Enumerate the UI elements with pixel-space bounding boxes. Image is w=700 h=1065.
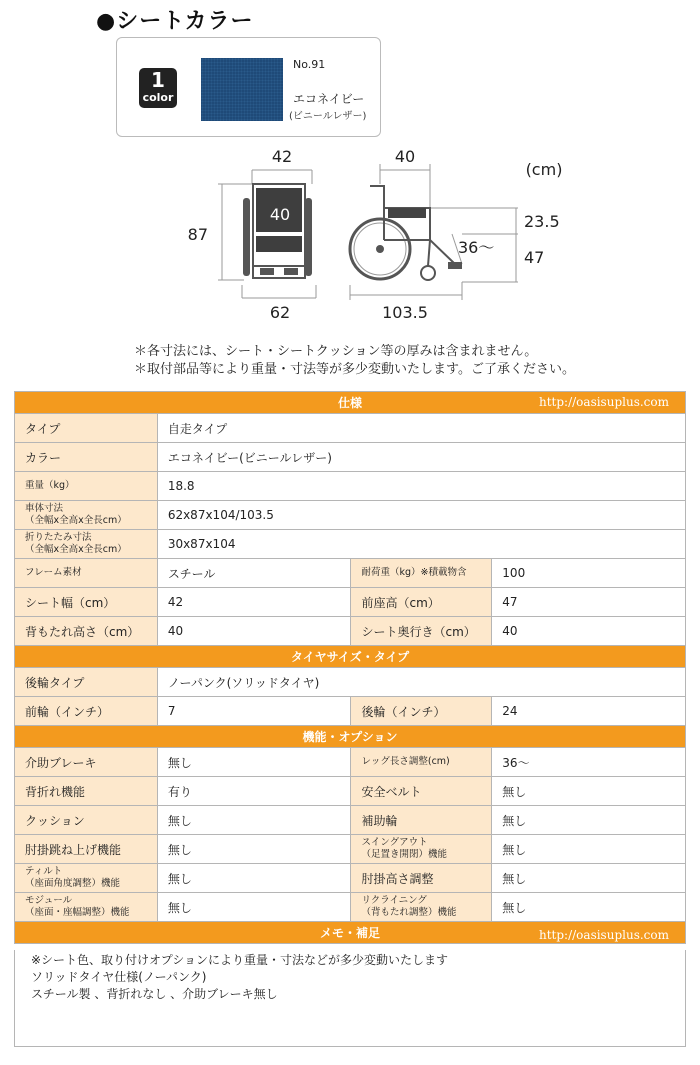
rear-type-value: ノーパンク(ソリッドタイヤ) bbox=[157, 668, 685, 697]
seat-depth-label: シート奥行き（cm） bbox=[351, 617, 492, 646]
seat-width-value: 42 bbox=[157, 588, 351, 617]
dim-side-seat-height: 47 bbox=[524, 248, 545, 267]
type-value: 自走タイプ bbox=[157, 414, 685, 443]
reclining-label: リクライニング （背もたれ調整）機能 bbox=[351, 893, 492, 922]
memo-header-row bbox=[15, 922, 686, 944]
seat-color-title: ●シートカラー bbox=[96, 9, 254, 34]
memo-line: スチール製 、背折れなし 、介助ブレーキ無し bbox=[31, 987, 278, 1001]
tilt-value: 無し bbox=[157, 864, 351, 893]
front-view-wheelchair-icon bbox=[243, 184, 312, 278]
table-row bbox=[15, 697, 686, 726]
load-label: 耐荷重（kg）※積載物含 bbox=[351, 559, 492, 588]
weight-label: 重量（kg） bbox=[15, 472, 158, 501]
armrest-flip-label: 肘掛跳ね上げ機能 bbox=[15, 835, 158, 864]
modular-value: 無し bbox=[157, 893, 351, 922]
spec-header: 仕様 http://oasisuplus.com bbox=[15, 392, 686, 414]
back-height-label: 背もたれ高さ（cm） bbox=[15, 617, 158, 646]
rear-type-label: 後輪タイプ bbox=[15, 668, 158, 697]
front-wheel-label: 前輪（インチ） bbox=[15, 697, 158, 726]
note-variation: ＊取付部品等により重量・寸法等が多少変動いたします。ご了承ください。 bbox=[134, 362, 575, 377]
load-value: 100 bbox=[492, 559, 686, 588]
spec-header-url: http://oasisuplus.com bbox=[539, 395, 669, 409]
spec-table bbox=[14, 391, 686, 944]
swing-out-label: スイングアウト （足置き開閉）機能 bbox=[351, 835, 492, 864]
tilt-label: ティルト （座面角度調整）機能 bbox=[15, 864, 158, 893]
back-height-value: 40 bbox=[157, 617, 351, 646]
note-thickness: ＊各寸法には、シート・シートクッション等の厚みは含まれません。 bbox=[134, 344, 538, 359]
table-row bbox=[15, 414, 686, 443]
tire-header-row bbox=[15, 646, 686, 668]
features-header: 機能・オプション bbox=[15, 726, 686, 748]
front-seat-height-label: 前座高（cm） bbox=[351, 588, 492, 617]
spec-header-row bbox=[15, 392, 686, 414]
dim-side-depth-top: 40 bbox=[394, 147, 416, 166]
table-row bbox=[15, 748, 686, 777]
cushion-label: クッション bbox=[15, 806, 158, 835]
cushion-value: 無し bbox=[157, 806, 351, 835]
armrest-height-label: 肘掛高さ調整 bbox=[351, 864, 492, 893]
color-count-label: color bbox=[142, 91, 174, 104]
leg-length-label: レッグ長さ調整(cm) bbox=[351, 748, 492, 777]
body-size-value: 62x87x104/103.5 bbox=[157, 501, 685, 530]
dim-front-height: 87 bbox=[187, 225, 208, 244]
front-wheel-value: 7 bbox=[157, 697, 351, 726]
dim-front-width-top: 42 bbox=[271, 147, 293, 166]
rear-wheel-value: 24 bbox=[492, 697, 686, 726]
table-row bbox=[15, 806, 686, 835]
dimension-diagram bbox=[0, 140, 700, 330]
seat-width-label: シート幅（cm） bbox=[15, 588, 158, 617]
safety-belt-label: 安全ベルト bbox=[351, 777, 492, 806]
memo-content bbox=[14, 950, 686, 1047]
weight-value: 18.8 bbox=[157, 472, 685, 501]
table-row bbox=[15, 777, 686, 806]
frame-label: フレーム素材 bbox=[15, 559, 158, 588]
dim-side-length: 103.5 bbox=[382, 303, 428, 322]
table-row bbox=[15, 668, 686, 697]
table-row bbox=[15, 835, 686, 864]
aux-wheel-label: 補助輪 bbox=[351, 806, 492, 835]
dim-front-width-bottom: 62 bbox=[269, 303, 291, 322]
modular-label: モジュール （座面・座幅調整）機能 bbox=[15, 893, 158, 922]
color-count-number: 1 bbox=[151, 68, 165, 92]
tire-header: タイヤサイズ・タイプ bbox=[15, 646, 686, 668]
color-name: エコネイビー bbox=[293, 92, 365, 106]
folded-size-value: 30x87x104 bbox=[157, 530, 685, 559]
table-row bbox=[15, 864, 686, 893]
memo-header: メモ・補足 http://oasisuplus.com bbox=[15, 922, 686, 944]
color-value: エコネイビー(ビニールレザー) bbox=[157, 443, 685, 472]
table-row bbox=[15, 501, 686, 530]
seat-depth-value: 40 bbox=[492, 617, 686, 646]
dim-unit: (cm) bbox=[525, 160, 563, 179]
dim-side-back: 23.5 bbox=[524, 212, 560, 231]
table-row bbox=[15, 617, 686, 646]
table-row bbox=[15, 530, 686, 559]
dim-side-leg: 36〜 bbox=[458, 238, 495, 257]
memo-line: ※シート色、取り付けオプションにより重量・寸法などが多少変動いたします bbox=[31, 953, 448, 967]
color-material: (ビニールレザー) bbox=[289, 111, 367, 122]
table-row bbox=[15, 893, 686, 922]
armrest-flip-value: 無し bbox=[157, 835, 351, 864]
rear-wheel-label: 後輪（インチ） bbox=[351, 697, 492, 726]
safety-belt-value: 無し bbox=[492, 777, 686, 806]
fold-back-label: 背折れ機能 bbox=[15, 777, 158, 806]
seat-color-box bbox=[116, 37, 381, 137]
color-swatch bbox=[201, 58, 283, 121]
memo-line: ソリッドタイヤ仕様(ノーパンク) bbox=[31, 970, 207, 984]
color-count-badge bbox=[139, 68, 177, 108]
aux-wheel-value: 無し bbox=[492, 806, 686, 835]
fold-back-value: 有り bbox=[157, 777, 351, 806]
table-row bbox=[15, 588, 686, 617]
frame-value: スチール bbox=[157, 559, 351, 588]
assist-brake-label: 介助ブレーキ bbox=[15, 748, 158, 777]
color-label: カラー bbox=[15, 443, 158, 472]
leg-length-value: 36〜 bbox=[492, 748, 686, 777]
folded-size-label: 折りたたみ寸法 （全幅x全高x全長cm） bbox=[15, 530, 158, 559]
front-seat-height-value: 47 bbox=[492, 588, 686, 617]
armrest-height-value: 無し bbox=[492, 864, 686, 893]
color-code: No.91 bbox=[293, 58, 326, 71]
dim-front-seat: 40 bbox=[269, 205, 291, 224]
reclining-value: 無し bbox=[492, 893, 686, 922]
table-row bbox=[15, 559, 686, 588]
features-header-row bbox=[15, 726, 686, 748]
body-size-label: 車体寸法 （全幅x全高x全長cm） bbox=[15, 501, 158, 530]
memo-header-url: http://oasisuplus.com bbox=[539, 928, 669, 942]
swing-out-value: 無し bbox=[492, 835, 686, 864]
type-label: タイプ bbox=[15, 414, 158, 443]
side-view-wheelchair-icon bbox=[350, 186, 462, 280]
table-row bbox=[15, 443, 686, 472]
table-row bbox=[15, 472, 686, 501]
assist-brake-value: 無し bbox=[157, 748, 351, 777]
